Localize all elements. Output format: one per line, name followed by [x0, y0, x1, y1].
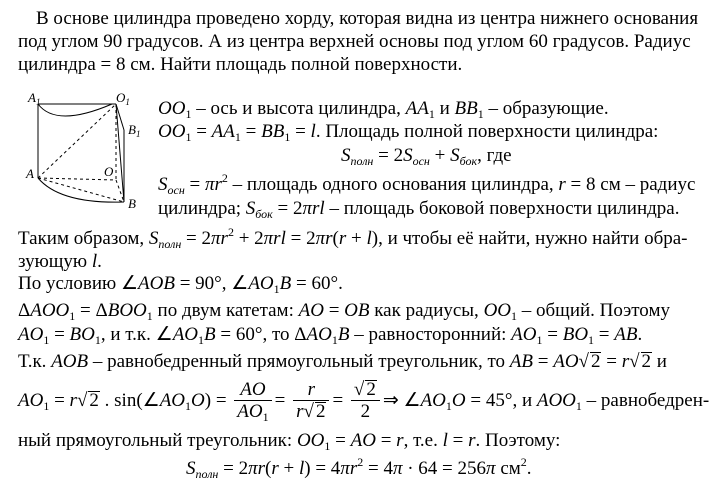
- solution-line-8: По условию ∠AOB = 90°, $\angle AO_1B = 60^\circ$.: [18, 273, 343, 296]
- solution-line-9: $\Delta AOO_1 = \Delta BOO_1$ по двум катетам: AO = OB как радиусы, $OO_1$ – общий. Поэтому: [18, 300, 670, 323]
- problem-line-1: В основе цилиндра проведено хорду, которая видна из центра нижнего основания: [36, 8, 699, 29]
- label-a1: $A_1$: [28, 90, 41, 107]
- solution-line-12: $AO_1 = r√$ 2 . $\sin(\angle AO_1O)$ = $\frac{AO}{AO_1}$ = $\frac{r}{r√ 2}$ = $\frac{√ 2}{2}$ ⇒ $\angle AO_1O = 45^\circ$, и $AOO_1$ – равнобедрен-: [18, 379, 710, 425]
- problem-line-2: под углом 90 градусов. А из центра верхней основы под углом 60 градусов. Радиус: [18, 31, 691, 52]
- solution-line-14: $S_{полн} = 2\pi r(r + l) = 4\pi r^2 = 4\pi \cdot 64 = 256\pi$ $см^2$.: [186, 455, 532, 481]
- label-a: A: [26, 166, 34, 181]
- label-b: B: [128, 196, 136, 211]
- solution-line-11: Т.к. AOB – равнобедренный прямоугольный треугольник, то AB = AO√ 2 = r√ 2 и: [18, 351, 667, 372]
- top-base-arc: [38, 104, 112, 116]
- label-o1: $O_1$: [116, 90, 130, 107]
- chord-ab: [38, 178, 124, 202]
- cylinder-figure: [24, 88, 154, 216]
- solution-line-1: $OO_1$ – ось и высота цилиндра, $AA_1$ и $BB_1$ – образующие.: [158, 98, 609, 121]
- solution-line-13: ный прямоугольный треугольник: $OO_1$ = AO = r, т.е. l = r. Поэтому:: [18, 430, 561, 453]
- solution-line-5: цилиндра; $S_{бок} = 2\pi rl$ – площадь боковой поверхности цилиндра.: [158, 198, 680, 221]
- solution-line-2: $OO_1 = AA_1 = BB_1 = l$. Площадь полной поверхности цилиндра:: [158, 121, 659, 144]
- solution-line-4: $S_{осн} = \pi r^2$ – площадь одного основания цилиндра, r = 8 см – радиус: [158, 171, 696, 197]
- solution-line-6: Таким образом, $S_{полн} = 2\pi r^2 + 2\pi rl = 2\pi r(r + l)$, и чтобы её найти, нужно найти обра-: [18, 225, 688, 251]
- solution-line-7: зующую l.: [18, 251, 102, 272]
- label-b1: $B_1$: [128, 122, 141, 139]
- solution-line-3: $S_{полн} = 2S_{осн} + S_{бок}$, где: [341, 145, 512, 168]
- problem-line-3: цилиндра = 8 см. Найти площадь полной поверхности.: [18, 54, 463, 75]
- label-o: O: [104, 164, 114, 179]
- solution-line-10: $AO_1 = BO_1$, и т.к. $\angle AO_1B = 60^\circ$, то $\Delta AO_1B$ – равносторонний: $AO_1 = BO_1$ = AB.: [18, 324, 643, 347]
